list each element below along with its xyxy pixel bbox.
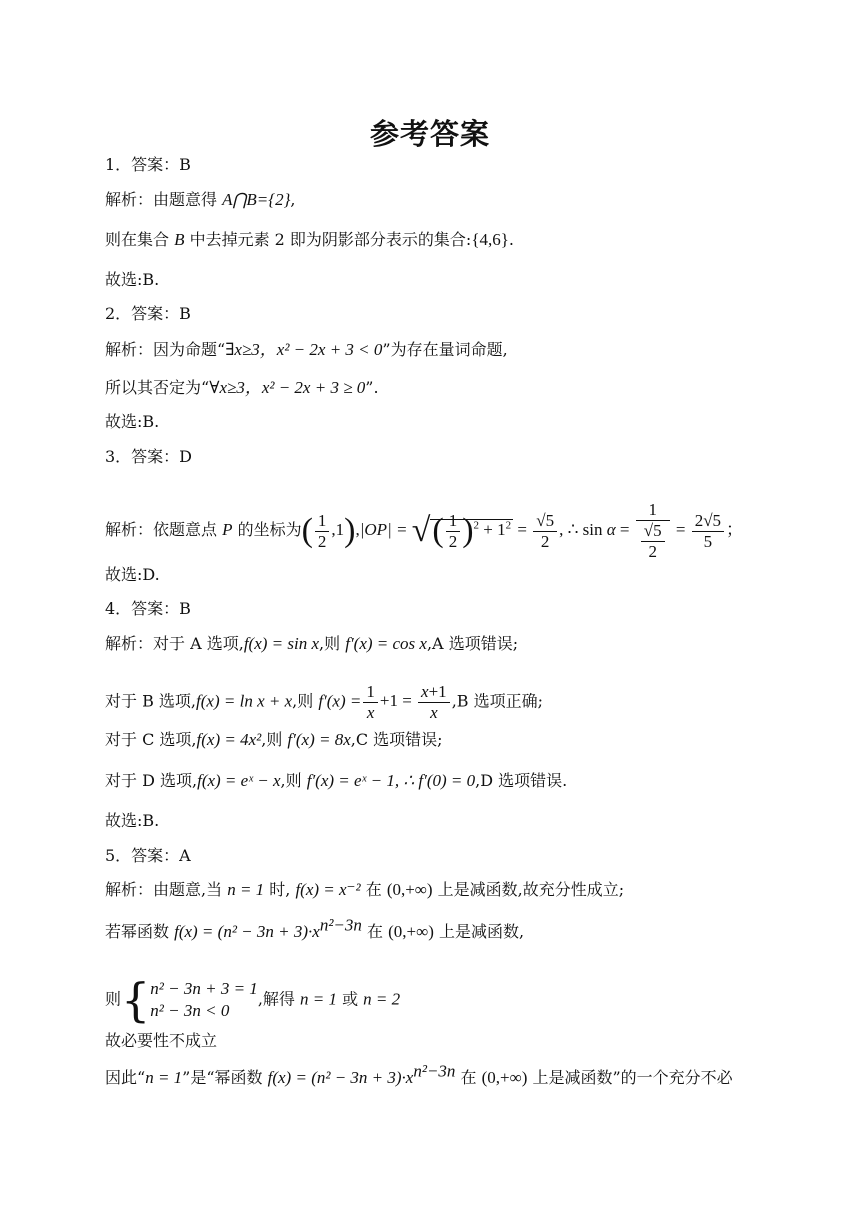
q2-conclusion: 故选:B. [105, 412, 160, 431]
q5-analysis-line4: 故必要性不成立 [105, 1031, 218, 1050]
brace: { [121, 973, 151, 1027]
text: 在 [455, 1068, 482, 1087]
text: ,则 [292, 691, 319, 711]
text: ”是“幂函数 [182, 1068, 268, 1087]
text: ,解得 [257, 989, 300, 1009]
text: 在 [360, 880, 387, 899]
text: ,D 选项错误. [475, 771, 568, 790]
math-expr: f(x) = (n² − 3n + 3)·x [174, 922, 320, 941]
q2-analysis-line1 [105, 340, 508, 360]
math-expr: P [222, 519, 233, 539]
math-expr: n = 1 [145, 1068, 183, 1087]
text: 对于 B 选项, [105, 691, 197, 711]
text: , [290, 190, 296, 209]
math-expr: n = 1 [227, 880, 265, 899]
text: 或 [336, 989, 364, 1009]
text: 则 [105, 989, 122, 1009]
text: 对于 C 选项, [105, 730, 197, 749]
math-expr: (0,+∞) [386, 880, 433, 899]
math-expr: f(x) = (n² − 3n + 3)·x [267, 1068, 414, 1087]
math-expr: ∃x≥3，x² − 2x + 3 < 0 [225, 340, 383, 359]
text: 在 [361, 922, 389, 941]
q5-analysis-line1 [105, 880, 624, 900]
q3-heading: 3．答案：D [105, 447, 193, 466]
q4-option-d [105, 771, 567, 791]
q1-heading: 1．答案：B [105, 155, 191, 174]
equation: n² − 3n + 3 = 1 [150, 979, 258, 998]
math-expr: f(x) = ln x + x [196, 691, 293, 711]
math-expr: f(x) = 4x² [196, 730, 262, 749]
text: ,则 [280, 771, 307, 790]
text: ,B 选项正确; [451, 691, 544, 711]
text: 的坐标为 [232, 519, 302, 539]
text: 上是减函数, [433, 922, 525, 941]
text: 解析：对于 A 选项, [105, 634, 244, 653]
page-title: 参考答案 [369, 117, 490, 151]
text: 解析：由题意得 [105, 190, 223, 209]
text: ,C 选项错误; [350, 730, 443, 749]
math-expr: f(x) = sin x [243, 634, 320, 653]
q1-conclusion: 故选:B. [105, 270, 160, 289]
q1-analysis-line2 [105, 230, 514, 250]
math-expr: f′(x) = 8x [287, 730, 351, 749]
q3-analysis-line1 [105, 500, 743, 562]
q4-heading: 4．答案：B [105, 599, 191, 618]
q4-option-a [105, 634, 518, 654]
math-expr: n = 1 [300, 989, 337, 1009]
math-expr: B [174, 230, 185, 249]
text: ,则 [319, 634, 346, 653]
equation: n² − 3n < 0 [150, 1001, 230, 1020]
text: 中去掉元素 2 即为阴影部分表示的集合: [184, 230, 472, 249]
text: 则在集合 [105, 230, 175, 249]
text: 上是减函数”的一个充分不必 [527, 1068, 733, 1087]
q5-heading: 5．答案：A [105, 846, 191, 865]
q4-option-c [105, 730, 443, 750]
q3-conclusion: 故选:D. [105, 565, 160, 584]
q1-analysis-line1 [105, 190, 295, 210]
text: ,则 [261, 730, 288, 749]
text: 因此“ [105, 1068, 146, 1087]
derivative-fraction: $\frac{1}{x}$ +1 = $\frac{x+1}{x}$ [361, 691, 451, 710]
text: 时, [264, 880, 296, 899]
text: 若幂函数 [105, 922, 175, 941]
point-coordinate: ( $\frac{1}{2}$ ,1),|OP| = √( $\frac{1}{2}$ )$^2 + 1^2$ = $\frac{√5}{2}$ , ∴ sin α = $\frac{1}{\frac{√5}{2}}$ = $\frac{2√5}{5}$ ； [301, 500, 744, 561]
math-expr: ∀x≥3，x² − 2x + 3 ≥ 0 [209, 378, 366, 397]
q4-conclusion: 故选:B. [105, 811, 160, 830]
text: 解析：依题意点 [105, 519, 223, 539]
text: ”. [365, 378, 379, 397]
text: 上是减函数,故充分性成立; [432, 880, 625, 899]
text: 所以其否定为“ [105, 378, 210, 397]
q5-analysis-line5 [105, 1061, 733, 1088]
math-expr: A⋂B={2} [222, 190, 291, 209]
exponent: n²−3n [319, 915, 362, 935]
text: 对于 D 选项, [105, 771, 198, 790]
exponent: n²−3n [413, 1061, 456, 1081]
q5-analysis-line2 [105, 915, 525, 942]
text: 解析：由题意,当 [105, 880, 228, 899]
q2-heading: 2．答案：B [105, 304, 191, 323]
math-expr: f(x) = eˣ − x [197, 771, 281, 790]
math-expr: {4,6} [471, 230, 509, 249]
q4-option-b [105, 682, 543, 723]
math-expr: (0,+∞) [481, 1068, 528, 1087]
math-expr: f′(x) = cos x [345, 634, 427, 653]
text: 解析：因为命题“ [105, 340, 226, 359]
text: . [508, 230, 514, 249]
math-expr: n = 2 [363, 989, 401, 1009]
text: ”为存在量词命题, [382, 340, 508, 359]
text: ,A 选项错误; [426, 634, 519, 653]
q2-analysis-line2 [105, 378, 379, 398]
math-expr: (0,+∞) [388, 922, 434, 941]
q5-analysis-line3 [105, 973, 401, 1027]
equation-system [150, 978, 258, 1022]
math-expr: f′(x) = eˣ − 1, ∴ f′(0) = 0 [306, 771, 476, 790]
math-expr: f(x) = x⁻² [295, 880, 361, 899]
math-expr: f′(x) = [318, 691, 362, 711]
